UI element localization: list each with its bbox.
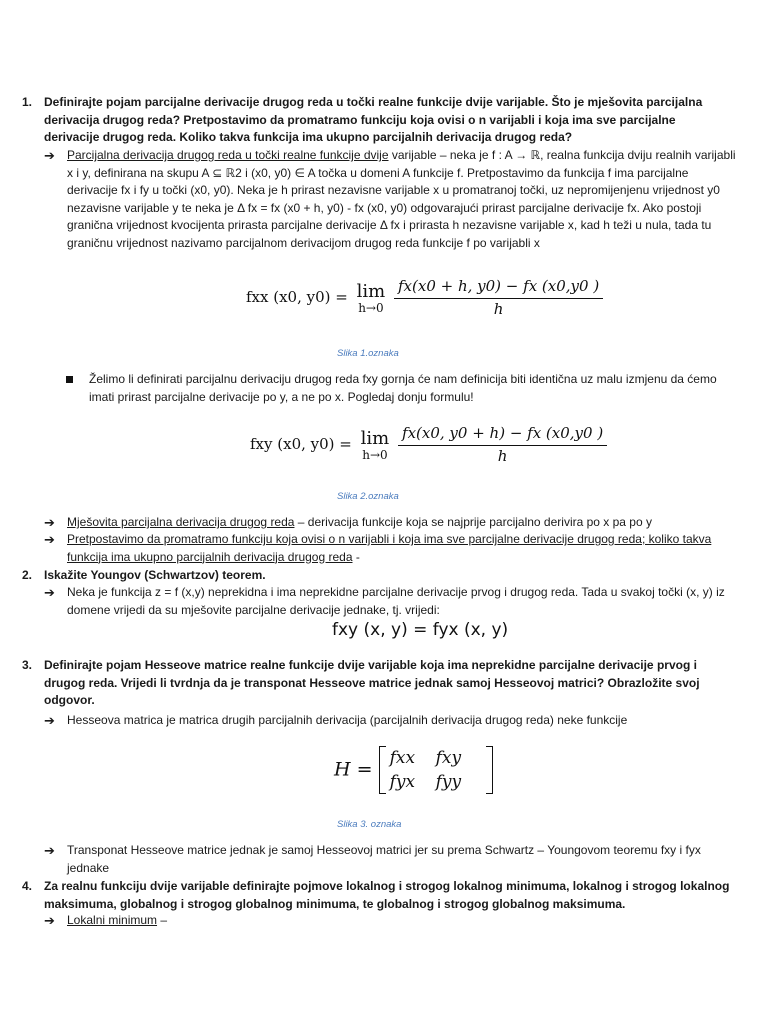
formula-fxx: [246, 278, 603, 318]
answer-text: [67, 514, 740, 532]
answer-item: [44, 531, 740, 566]
limit: [357, 282, 386, 314]
bullet-item: [66, 371, 736, 406]
question-text: Iskažite Youngov (Schwartzov) teorem.: [44, 568, 266, 582]
denominator: h: [493, 299, 504, 318]
bullet-text: Želimo li definirati parcijalnu derivaciju drugog reda fxy gornja će nam definicija biti identična uz malu izmjenu da ćemo imati prirast parcijalne derivacije po y, a ne po x. Pogledaj donju formulu!: [89, 372, 717, 404]
hessian-matrix: [334, 746, 493, 794]
question-text: Za realnu funkciju dvije varijable definirajte pojmove lokalnog i strogog lokalnog minimuma, lokalnog i strogog lokalnog maksimuma, globalnog i strogog globalnog minimuma, te globalnog i strogog globalnog maksimuma.: [44, 879, 730, 911]
matrix-cell: fxx: [389, 748, 416, 768]
arrow-icon: ➔: [44, 713, 55, 728]
numerator: fx(x0, y0 + h) − fx (x0,y0 ): [398, 425, 607, 446]
answer-text: Transponat Hesseove matrice jednak je samoj Hesseovoj matrici jer su prema Schwartz – Youngovom teoremu fxy i fyx jednake: [67, 843, 701, 875]
underlined-term: Parcijalna derivacija drugog reda u točki realne funkcije dvije: [67, 148, 389, 162]
arrow-icon: ➔: [44, 532, 55, 547]
arrow-icon: ➔: [44, 148, 55, 163]
arrow-icon: ➔: [44, 843, 55, 858]
matrix-lhs: H =: [334, 758, 373, 781]
answer-item: [44, 584, 740, 619]
arrow-icon: ➔: [44, 515, 55, 530]
answer-item: [44, 842, 740, 877]
matrix-cell: fyy: [435, 772, 462, 792]
answer-item: [44, 712, 740, 730]
answer-rest: varijable – neka je f : A → ℝ, realna funkcija dviju realnih varijabli x i y, definirana na skupu A ⊆ ℝ2 i (x0, y0) ∈ A točka u domeni A funkcije f. Pretpostavimo da funkcija f ima parcijalne derivacije fx i fy u točki (x0, y0). Neka je h prirast nezavisne varijable x u promatranoj točki, uz nepromijenjenu vrijednost y0 nezavisne varijable y te neka je Δ fx = fx (x0 + h, y0) - fx (x0, y0) odgovarajući prirast parcijalne derivacije fx. Ako postoji granična vrijednost kvocijenta prirasta parcijalne derivacije Δ fx i prirasta h nezavisne varijable x, kad h teži u nula, tada tu graničnu vrijednost nazivamo parcijalnom derivacijom drugog reda funkcije f po varijabli x: [67, 148, 736, 250]
denominator: h: [497, 446, 508, 465]
fraction: [398, 425, 607, 465]
right-bracket: [486, 746, 493, 794]
answer-text: [67, 912, 740, 930]
answer-text: [67, 531, 740, 566]
formula-lhs: fxx (x0, y0) =: [246, 288, 348, 306]
figure-caption: Slika 3. oznaka: [337, 819, 402, 830]
answer-rest: -: [352, 549, 360, 564]
matrix-cell: fxy: [435, 748, 462, 768]
question-number: 2.: [22, 568, 33, 582]
matrix-cell: fyx: [389, 772, 416, 792]
answer-rest: – derivacija funkcije koja se najprije parcijalno derivira po x pa po y: [294, 515, 652, 529]
arrow-icon: ➔: [44, 913, 55, 928]
matrix: [379, 746, 493, 794]
lim-subscript: h→0: [362, 448, 388, 462]
matrix-grid: [386, 747, 486, 793]
question-number: 1.: [22, 95, 33, 109]
question-number: 3.: [22, 658, 33, 672]
answer-text: Hesseova matrica je matrica drugih parcijalnih derivacija (parcijalnih derivacija drugog reda) neke funkcije: [67, 713, 628, 727]
square-bullet-icon: [66, 376, 73, 383]
lim-text: lim: [356, 281, 386, 302]
left-bracket: [379, 746, 386, 794]
question-3: [22, 657, 734, 710]
figure-caption: Slika 2.oznaka: [337, 491, 399, 502]
question-4: [22, 878, 734, 913]
answer-item: [44, 514, 740, 532]
figure-caption: Slika 1.oznaka: [337, 348, 399, 359]
question-1: [22, 94, 734, 147]
formula-young-theorem: fxy (x, y) = fyx (x, y): [332, 620, 509, 640]
numerator: fx(x0 + h, y0) − fx (x0,y0 ): [394, 278, 603, 299]
answer-item: [44, 147, 740, 252]
answer-text: Neka je funkcija z = f (x,y) neprekidna i ima neprekidne parcijalne derivacije prvog i drugog reda. Tada u svakoj točki (x, y) iz domene vrijedi da su mješovite parcijalne derivacije jednake, tj. vrijedi:: [67, 585, 725, 617]
formula-fxy: [250, 425, 607, 465]
limit: [361, 429, 390, 461]
answer-item: [44, 912, 740, 930]
question-text: Definirajte pojam parcijalne derivacije drugog reda u točki realne funkcije dvije varijable. Što je mješovita parcijalna derivacija drugog reda? Pretpostavimo da promatramo funkciju koja ovisi o n varijabli i koja ima sve parcijalne derivacije drugog reda. Koliko takva funkcija ima ukupno parcijalnih derivacija drugog reda?: [44, 95, 703, 144]
question-text: Definirajte pojam Hesseove matrice realne funkcije dvije varijable koja ima neprekidne parcijalne derivacije prvog i drugog reda. Vrijedi li tvrdnja da je transponat Hesseove matrice jednak samoj Hesseovoj matrici? Obrazložite svoj odgovor.: [44, 658, 700, 707]
question-2: [22, 567, 734, 585]
underlined-term: Mješovita parcijalna derivacija drugog reda: [67, 515, 295, 529]
arrow-icon: ➔: [44, 585, 55, 600]
lim-text: lim: [360, 428, 390, 449]
underlined-term: Pretpostavimo da promatramo funkciju koja ovisi o n varijabli i koja ima sve parcijalne derivacije drugog reda; koliko takva funkcija ima ukupno parcijalnih derivacija drugog reda: [67, 532, 712, 564]
lim-subscript: h→0: [358, 301, 384, 315]
question-number: 4.: [22, 879, 33, 893]
fraction: [394, 278, 603, 318]
formula-lhs: fxy (x0, y0) =: [250, 435, 352, 453]
underlined-term: Lokalni minimum: [67, 913, 158, 927]
answer-text: [67, 147, 740, 252]
answer-rest: –: [157, 913, 168, 927]
